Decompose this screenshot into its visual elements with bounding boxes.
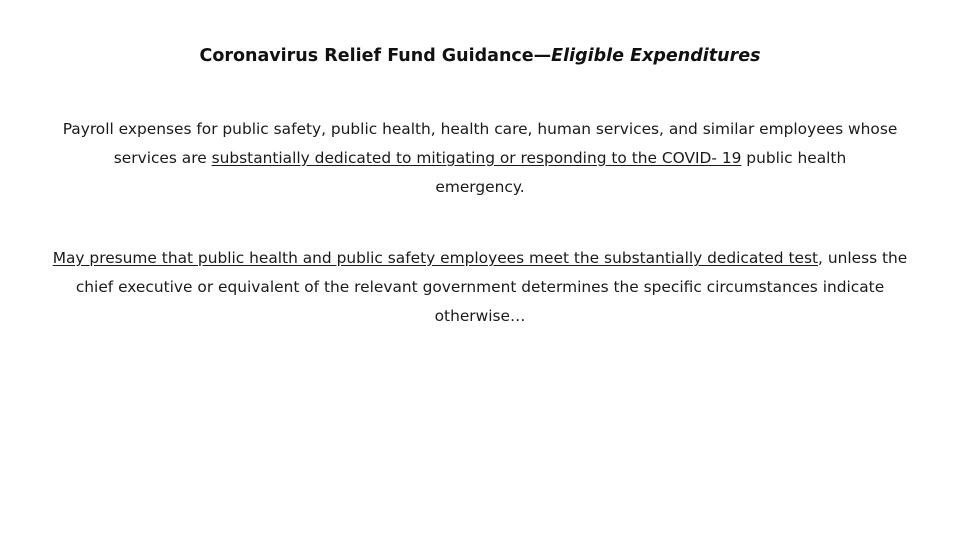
paragraph2-line1 bbox=[30, 244, 930, 273]
paragraph2-underlined-text: May presume that public health and public safety employees meet the substantially dedicated test bbox=[52, 249, 819, 267]
title-italic: Eligible Expenditures bbox=[551, 46, 761, 66]
paragraph1-line2 bbox=[30, 144, 930, 173]
paragraph1-line2-suffix: public health bbox=[741, 149, 847, 167]
paragraph1-line1: Payroll expenses for public safety, public health, health care, human services, and similar employees whose bbox=[62, 120, 898, 138]
paragraph-presumption bbox=[30, 244, 930, 331]
paragraph2-line2: chief executive or equivalent of the relevant government determines the specific circumstances indicate bbox=[75, 278, 885, 296]
paragraph1-line3: emergency. bbox=[435, 178, 525, 196]
paragraph-payroll-expenses bbox=[30, 115, 930, 202]
slide-title bbox=[0, 46, 960, 66]
paragraph1-underlined-text: substantially dedicated to mitigating or responding to the COVID- 19 bbox=[211, 149, 742, 167]
paragraph2-line1-suffix: , unless the bbox=[818, 249, 908, 267]
paragraph2-line3: otherwise… bbox=[434, 307, 526, 325]
paragraph1-line2-prefix: services are bbox=[113, 149, 212, 167]
title-main: Coronavirus Relief Fund Guidance— bbox=[199, 46, 552, 66]
